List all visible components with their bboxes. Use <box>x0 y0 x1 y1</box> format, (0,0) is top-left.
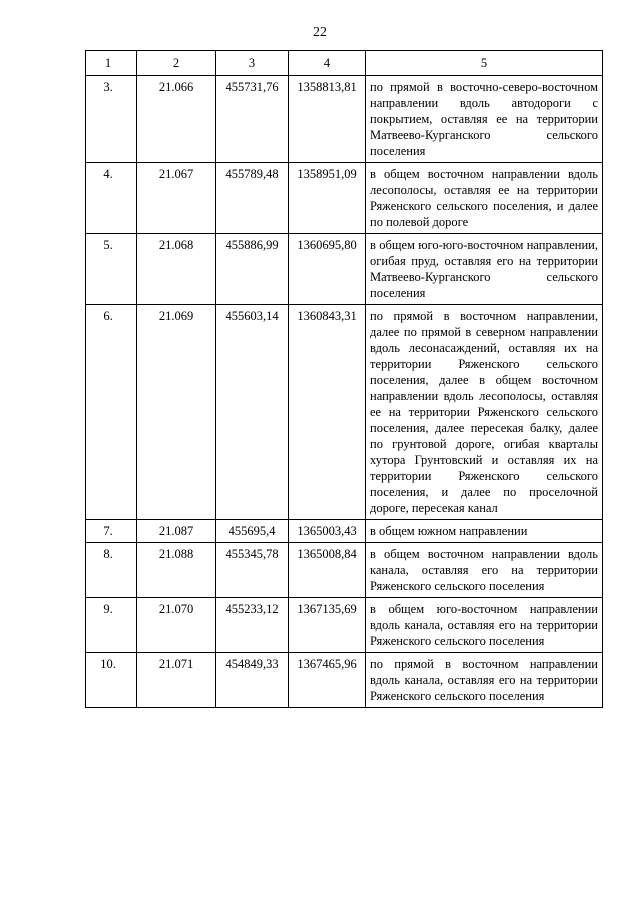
row-number: 4. <box>86 163 137 234</box>
x-coordinate: 455695,4 <box>216 520 289 543</box>
header-col-1: 1 <box>86 51 137 76</box>
y-coordinate: 1358813,81 <box>289 76 366 163</box>
row-number: 6. <box>86 305 137 520</box>
row-number: 8. <box>86 543 137 598</box>
point-id: 21.088 <box>137 543 216 598</box>
boundary-description: в общем юго-юго-восточном направлении, огибая пруд, оставляя его на территории Матвеево-Курганского сельского поселения <box>366 234 603 305</box>
x-coordinate: 455345,78 <box>216 543 289 598</box>
row-number: 7. <box>86 520 137 543</box>
table-row <box>86 520 603 543</box>
x-coordinate: 455789,48 <box>216 163 289 234</box>
boundary-description: в общем восточном направлении вдоль канала, оставляя его на территории Ряженского сельского поселения <box>366 543 603 598</box>
table-row <box>86 76 603 163</box>
x-coordinate: 455886,99 <box>216 234 289 305</box>
point-id: 21.067 <box>137 163 216 234</box>
point-id: 21.071 <box>137 653 216 708</box>
y-coordinate: 1365008,84 <box>289 543 366 598</box>
table-row <box>86 305 603 520</box>
boundary-description: в общем южном направлении <box>366 520 603 543</box>
table-row <box>86 598 603 653</box>
y-coordinate: 1358951,09 <box>289 163 366 234</box>
boundary-description: в общем восточном направлении вдоль лесополосы, оставляя ее на территории Ряженского сельского поселения, и далее по полевой дороге <box>366 163 603 234</box>
boundary-description: по прямой в восточном направлении вдоль канала, оставляя его на территории Ряженского сельского поселения <box>366 653 603 708</box>
point-id: 21.087 <box>137 520 216 543</box>
row-number: 9. <box>86 598 137 653</box>
x-coordinate: 455233,12 <box>216 598 289 653</box>
boundary-description: по прямой в восточно-северо-восточном направлении вдоль автодороги с покрытием, оставляя ее на территории Матвеево-Курганского сельского поселения <box>366 76 603 163</box>
row-number: 3. <box>86 76 137 163</box>
y-coordinate: 1365003,43 <box>289 520 366 543</box>
header-col-2: 2 <box>137 51 216 76</box>
row-number: 5. <box>86 234 137 305</box>
header-col-5: 5 <box>366 51 603 76</box>
y-coordinate: 1360843,31 <box>289 305 366 520</box>
table-row <box>86 163 603 234</box>
point-id: 21.068 <box>137 234 216 305</box>
page-number: 22 <box>313 25 327 40</box>
row-number: 10. <box>86 653 137 708</box>
x-coordinate: 455731,76 <box>216 76 289 163</box>
boundary-table <box>85 50 603 708</box>
y-coordinate: 1367135,69 <box>289 598 366 653</box>
point-id: 21.070 <box>137 598 216 653</box>
point-id: 21.069 <box>137 305 216 520</box>
boundary-description: по прямой в восточном направлении, далее по прямой в северном направлении вдоль лесонасаждений, оставляя их на территории Ряженского сельского поселения, далее в общем восточном направлении вдоль лесополосы, оставляя ее на территории Ряженского сельского поселения, далее пересекая балку, далее по грунтовой дороге, огибая кварталы хутора Грунтовский и оставляя их на территории Ряженского сельского поселения, и далее по проселочной дороге, пересекая канал <box>366 305 603 520</box>
boundary-description: в общем юго-восточном направлении вдоль канала, оставляя его на территории Ряженского сельского поселения <box>366 598 603 653</box>
table-row <box>86 234 603 305</box>
table-header-row <box>86 51 603 76</box>
table-row <box>86 543 603 598</box>
x-coordinate: 455603,14 <box>216 305 289 520</box>
y-coordinate: 1367465,96 <box>289 653 366 708</box>
header-col-3: 3 <box>216 51 289 76</box>
point-id: 21.066 <box>137 76 216 163</box>
table-row <box>86 653 603 708</box>
x-coordinate: 454849,33 <box>216 653 289 708</box>
y-coordinate: 1360695,80 <box>289 234 366 305</box>
header-col-4: 4 <box>289 51 366 76</box>
